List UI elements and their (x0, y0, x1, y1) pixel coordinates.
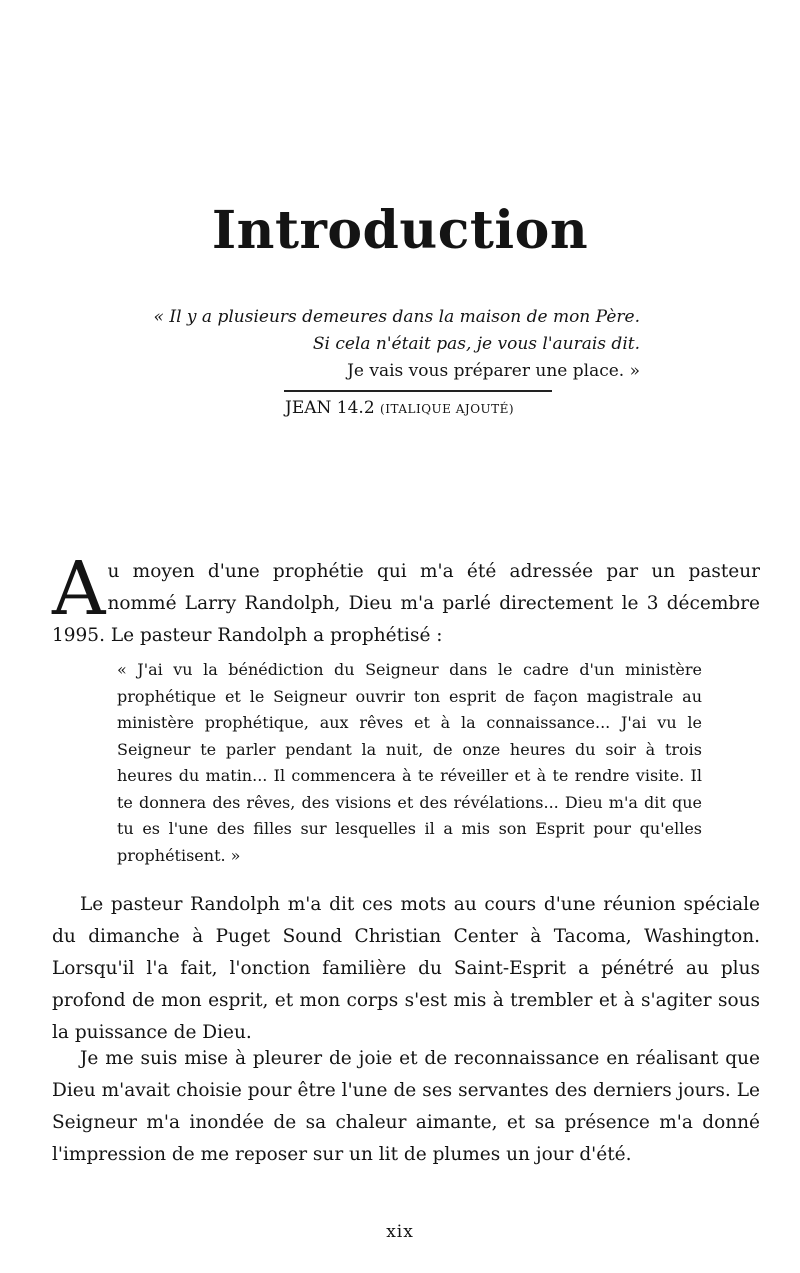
paragraph-1-text: u moyen d'une prophétie qui m'a été adressée par un pasteur nommé Larry Randolph, Dieu m'a parlé directement le 3 décembre 1995. Le pasteur Randolph a prophétisé : (52, 561, 760, 646)
epigraph-line-3: Je vais vous préparer une place. » (347, 361, 640, 381)
citation-note: (ITALIQUE AJOUTÉ) (380, 402, 515, 416)
epigraph-divider (284, 390, 552, 392)
epigraph-line-1: « Il y a plusieurs demeures dans la maison de mon Père. (153, 307, 640, 327)
epigraph-citation (285, 398, 565, 418)
page-number: xix (386, 1222, 414, 1242)
epigraph (154, 304, 640, 385)
paragraph-2: Le pasteur Randolph m'a dit ces mots au cours d'une réunion spéciale du dimanche à Puget Sound Christian Center à Tacoma, Washington. Lorsqu'il l'a fait, l'onction familière du Saint-Esprit a pénétré au plus profond de mon esprit, et mon corps s'est mis à trembler et à s'agiter sous la puissance de Dieu. (52, 894, 760, 1043)
prophecy-quote: « J'ai vu la bénédiction du Seigneur dans le cadre d'un ministère prophétique et le Seigneur ouvrir ton esprit de façon magistrale au ministère prophétique, aux rêves et à la connaissance... J'ai vu le Seigneur te parler pendant la nuit, de onze heures du soir à trois heures du matin... Il commencera à te réveiller et à te rendre visite. Il te donnera des rêves, des visions et des révélations... Dieu m'a dit que tu es l'une des filles sur lesquelles il a mis son Esprit pour qu'elles prophétisent. » (117, 660, 702, 865)
paragraph-1 (52, 546, 760, 652)
drop-cap: A (52, 546, 106, 632)
paragraph-3: Je me suis mise à pleurer de joie et de reconnaissance en réalisant que Dieu m'avait choisie pour être l'une de ses servantes des derniers jours. Le Seigneur m'a inondée de sa chaleur aimante, et sa présence m'a donné l'impression de me reposer sur un lit de plumes un jour d'été. (52, 1048, 760, 1165)
citation-reference: JEAN 14.2 (285, 398, 375, 418)
epigraph-line-2: Si cela n'était pas, je vous l'aurais dit. (312, 334, 640, 354)
chapter-title: Introduction (211, 200, 589, 261)
